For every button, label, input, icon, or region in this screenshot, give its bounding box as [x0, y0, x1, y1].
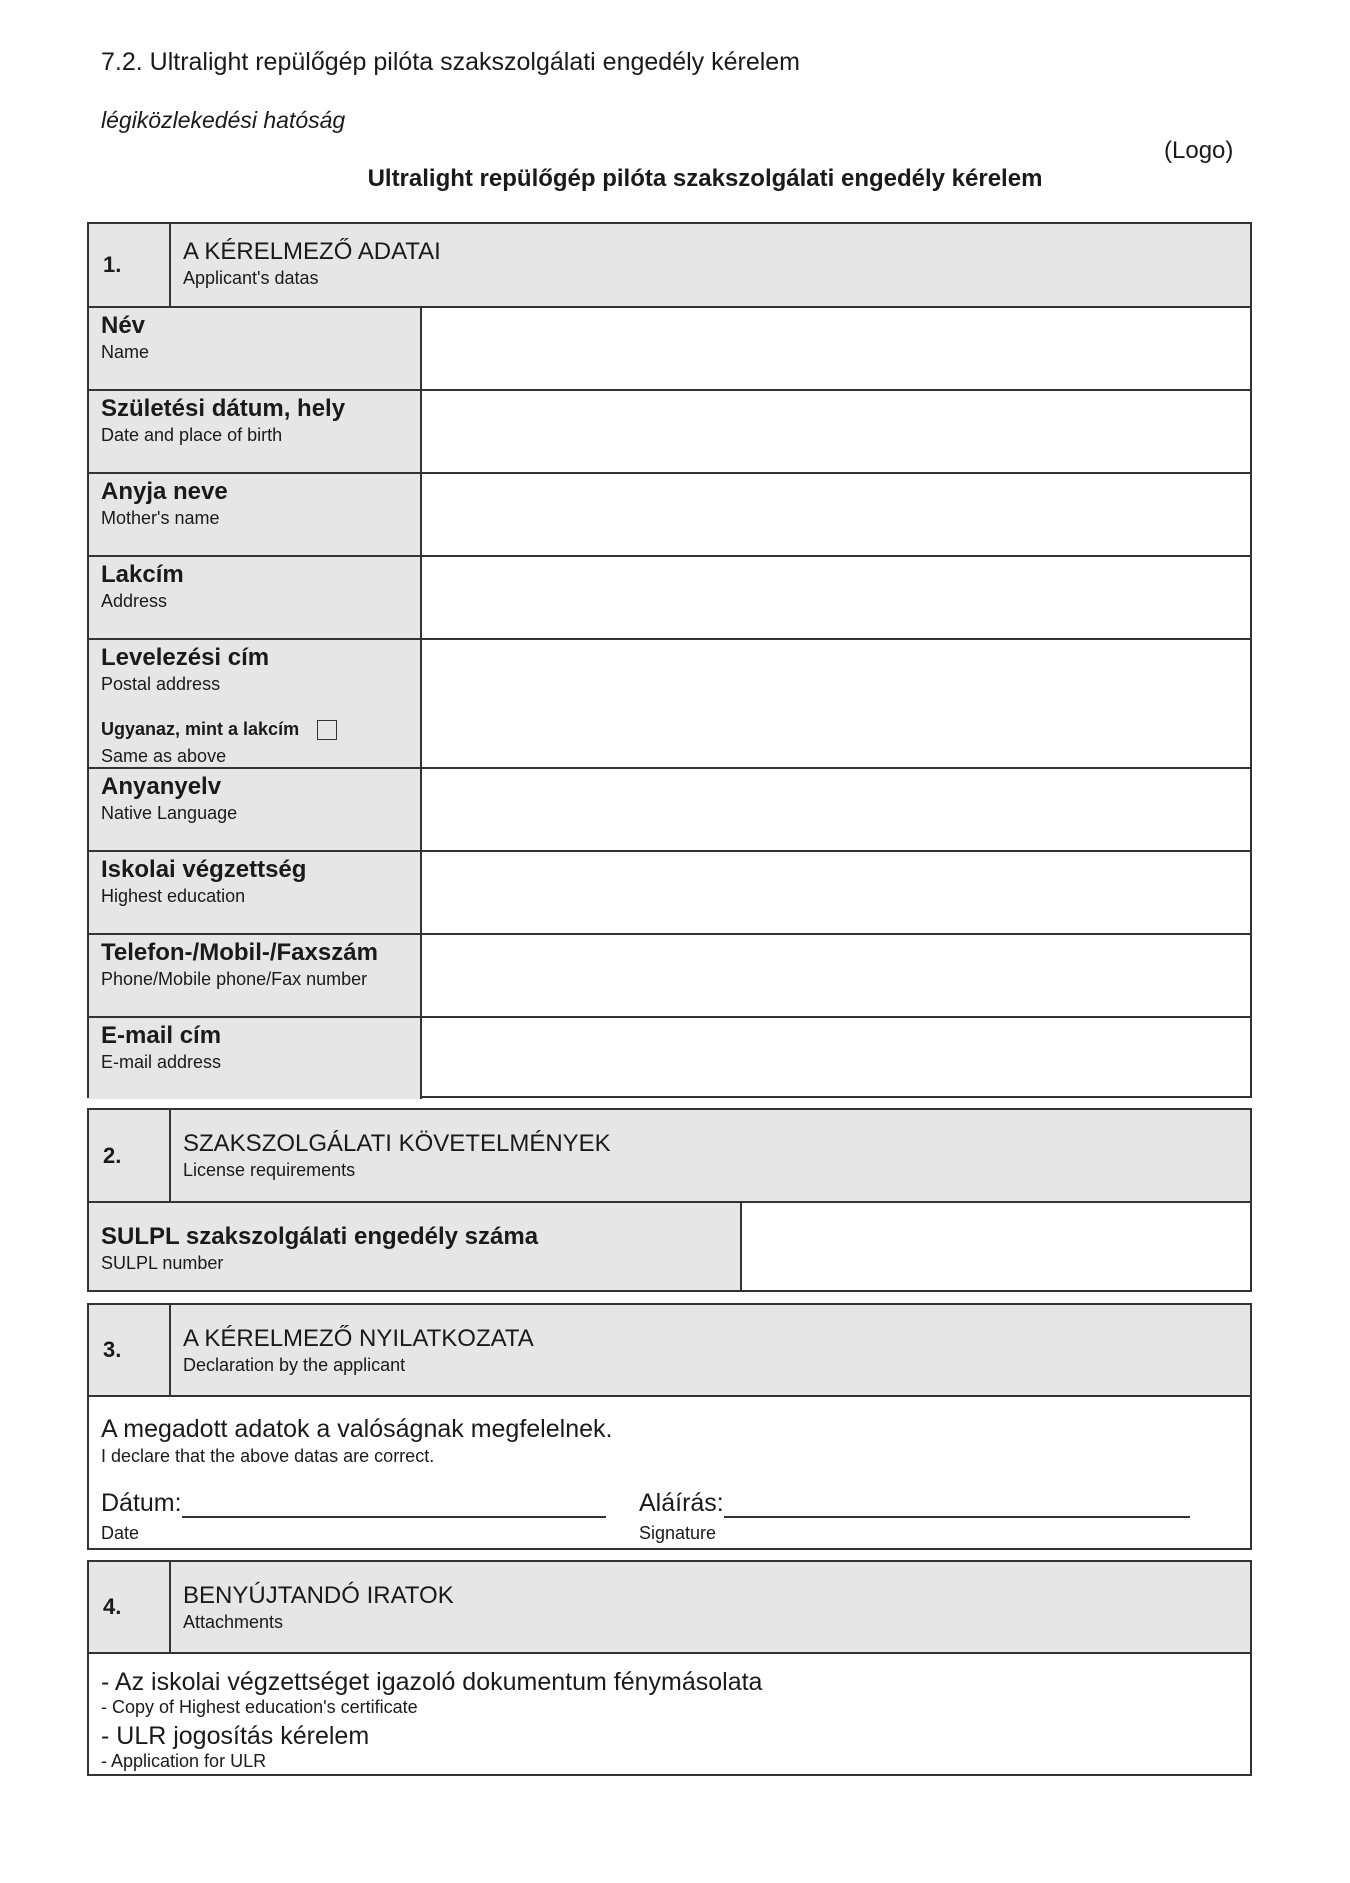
field-label-en: E-mail address [101, 1052, 222, 1072]
postal-address-field[interactable] [422, 640, 1250, 767]
section-title: SZAKSZOLGÁLATI KÖVETELMÉNYEK [183, 1130, 611, 1157]
native-language-field[interactable] [422, 769, 1250, 850]
section-applicant-data [87, 222, 1252, 1098]
mother-name-field[interactable] [422, 474, 1250, 555]
signature-field[interactable] [724, 1516, 1190, 1518]
section-title-block [171, 1110, 611, 1201]
field-row-language [89, 769, 1250, 852]
field-row-name [89, 308, 1250, 391]
section-subtitle: Attachments [183, 1612, 284, 1632]
signature-label-en: Signature [639, 1523, 717, 1543]
list-item: - Az iskolai végzettséget igazoló dokumentum fénymásolata [101, 1668, 763, 1696]
field-label-en: SULPL number [101, 1253, 224, 1273]
date-label: Dátum: [101, 1489, 182, 1517]
education-field[interactable] [422, 852, 1250, 933]
address-field[interactable] [422, 557, 1250, 638]
field-label-en: Name [101, 342, 150, 362]
field-row-postal [89, 640, 1250, 769]
section-title-block [171, 1305, 534, 1395]
field-label-hu: E-mail cím [101, 1022, 222, 1049]
section-header [89, 1305, 1250, 1397]
field-label [89, 769, 422, 850]
field-label [89, 1203, 742, 1290]
same-as-checkbox[interactable] [317, 720, 337, 740]
field-label-en: Address [101, 591, 168, 611]
field-label [89, 557, 422, 638]
field-row-phone [89, 935, 1250, 1018]
section-number: 1. [89, 224, 171, 306]
list-item: - ULR jogosítás kérelem [101, 1722, 370, 1750]
phone-field[interactable] [422, 935, 1250, 1016]
field-label [89, 1018, 422, 1099]
section-title-block [171, 224, 441, 306]
field-label-hu: Anyanyelv [101, 773, 222, 800]
section-header [89, 224, 1250, 308]
declaration-statement-en: I declare that the above datas are correct. [101, 1446, 435, 1466]
section-number: 2. [89, 1110, 171, 1201]
attachments-list [89, 1654, 1250, 1778]
field-row-education [89, 852, 1250, 935]
list-item-en: - Copy of Highest education's certificate [101, 1697, 418, 1717]
field-label-en: Native Language [101, 803, 238, 823]
field-label-hu: Lakcím [101, 561, 184, 588]
declaration-statement: A megadott adatok a valóságnak megfelelnek. [101, 1415, 613, 1443]
field-row-address [89, 557, 1250, 640]
sulpl-number-field[interactable] [742, 1203, 1250, 1290]
section-number: 3. [89, 1305, 171, 1395]
field-label-hu: Iskolai végzettség [101, 856, 307, 883]
date-label-en: Date [101, 1523, 140, 1543]
list-item-en: - Application for ULR [101, 1751, 267, 1771]
section-title-block [171, 1562, 454, 1652]
field-label [89, 640, 422, 767]
form-title: Ultralight repülőgép pilóta szakszolgálati engedély kérelem [367, 165, 1043, 192]
field-row-email [89, 1018, 1250, 1099]
birth-date-place-field[interactable] [422, 391, 1250, 472]
field-label [89, 308, 422, 389]
same-as-address [101, 719, 420, 740]
section-license-requirements [87, 1108, 1252, 1292]
date-line [101, 1489, 606, 1518]
field-label-hu: Levelezési cím [101, 644, 270, 671]
same-as-label-en: Same as above [101, 746, 227, 766]
section-title: BENYÚJTANDÓ IRATOK [183, 1582, 454, 1609]
section-header [89, 1562, 1250, 1654]
section-subtitle: Declaration by the applicant [183, 1355, 406, 1375]
name-field[interactable] [422, 308, 1250, 389]
signature-line [639, 1489, 1190, 1518]
section-declaration [87, 1303, 1252, 1550]
field-label [89, 852, 422, 933]
section-header [89, 1110, 1250, 1203]
same-as-label: Ugyanaz, mint a lakcím [101, 719, 300, 739]
logo-placeholder: (Logo) [1164, 137, 1234, 164]
signature-label: Aláírás: [639, 1489, 724, 1517]
section-title: A KÉRELMEZŐ NYILATKOZATA [183, 1325, 534, 1352]
field-label-hu: Születési dátum, hely [101, 395, 346, 422]
field-label [89, 935, 422, 1016]
field-label-hu: Név [101, 312, 146, 339]
section-number: 4. [89, 1562, 171, 1652]
field-label-en: Postal address [101, 674, 221, 694]
authority-name: légiközlekedési hatóság [101, 107, 346, 133]
field-label [89, 391, 422, 472]
field-label-hu: SULPL szakszolgálati engedély száma [101, 1223, 539, 1250]
field-label-hu: Anyja neve [101, 478, 228, 505]
email-field[interactable] [422, 1018, 1250, 1099]
section-attachments [87, 1560, 1252, 1776]
top-title: 7.2. Ultralight repülőgép pilóta szakszolgálati engedély kérelem [101, 48, 801, 76]
section-subtitle: License requirements [183, 1160, 356, 1180]
section-title: A KÉRELMEZŐ ADATAI [183, 238, 441, 265]
field-label-en: Mother's name [101, 508, 220, 528]
field-row-sulpl [89, 1203, 1250, 1290]
field-row-birth [89, 391, 1250, 474]
field-label-hu: Telefon-/Mobil-/Faxszám [101, 939, 378, 966]
field-label [89, 474, 422, 555]
section-subtitle: Applicant's datas [183, 268, 319, 288]
field-label-en: Date and place of birth [101, 425, 283, 445]
field-row-mother [89, 474, 1250, 557]
field-label-en: Highest education [101, 886, 246, 906]
declaration-body [89, 1397, 1250, 1549]
field-label-en: Phone/Mobile phone/Fax number [101, 969, 368, 989]
date-field[interactable] [182, 1516, 606, 1518]
